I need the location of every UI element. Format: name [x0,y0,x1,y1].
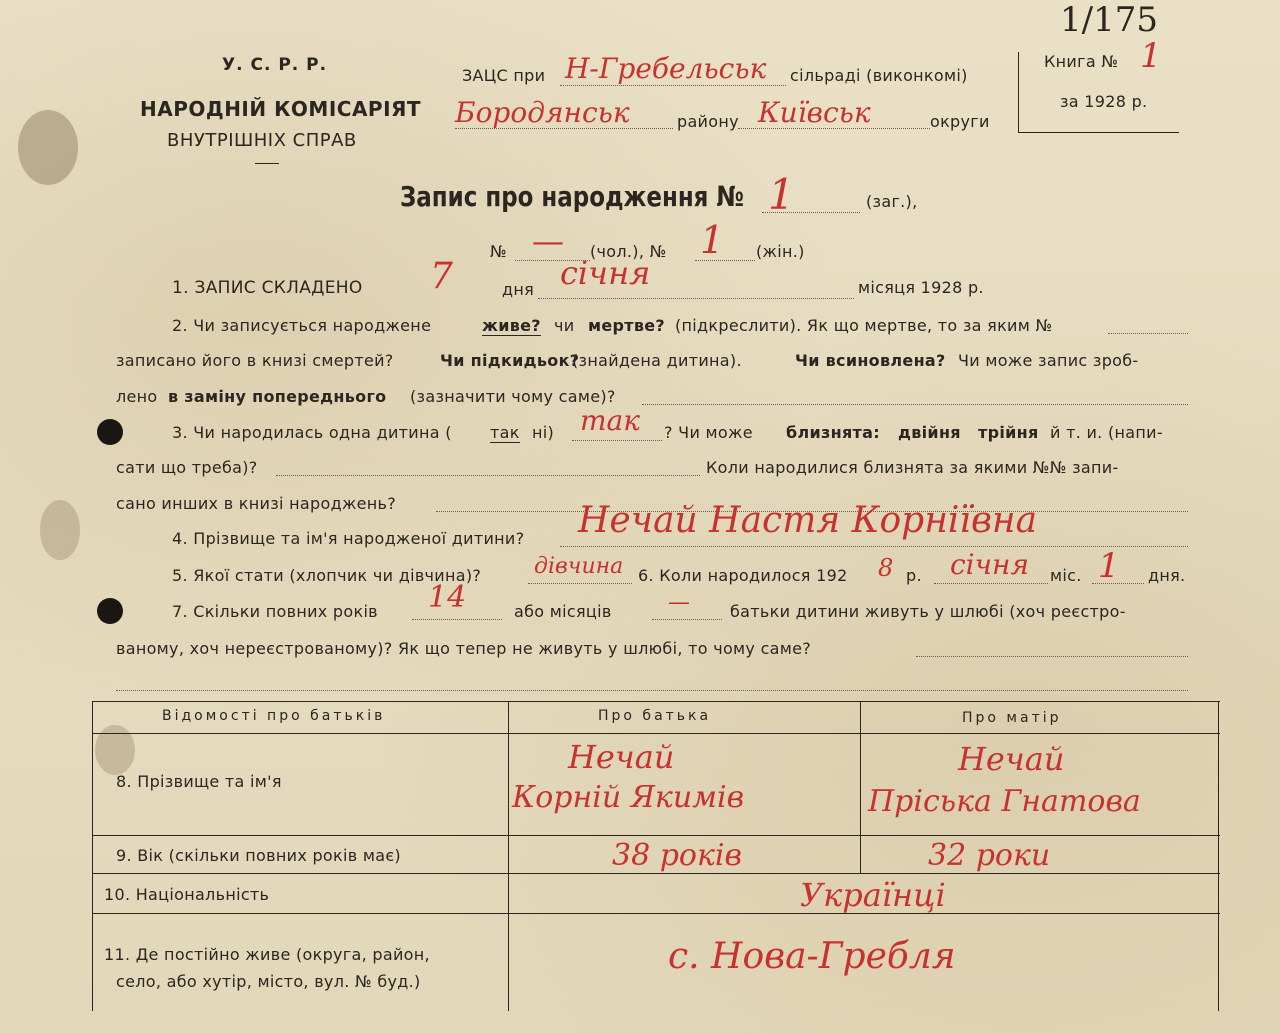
item2-replace: в заміну попереднього [168,387,387,406]
item6-month-line [934,583,1048,584]
item4-label: 4. Прізвище та ім'я народженої дитини? [172,529,525,548]
paper-stain [18,110,78,185]
row9-label: 9. Вік (скільки повних років має) [116,846,401,865]
item7-line1c: батьки дитини живуть у шлюбі (хоч реєстро- [730,602,1126,621]
item2-alive: живе? [482,316,541,335]
book-number: 1 [1140,36,1162,76]
row8-label: 8. Прізвище та ім'я [116,772,282,791]
village-line [560,85,786,86]
table-header-father: Про батька [598,708,712,724]
row11-address: с. Нова-Гребля [668,936,956,977]
female-number: 1 [700,218,725,262]
item6-year: 8 [878,554,894,582]
page-title: Запис про народження № [400,180,745,213]
female-label: (жін.) [756,242,805,261]
item6-mis: міс. [1050,566,1082,585]
table-col-divider [860,701,861,873]
item6-label: 6. Коли народилося 192 [638,566,848,585]
item7-line2-dots [916,656,1188,657]
item2-dead: мертве? [588,316,666,335]
record-number: 1 [768,170,795,219]
commissariat-label: НАРОДНІЙ КОМІСАРІЯТ [140,97,422,121]
item3-double: двійня [898,423,961,442]
item2-line3a: лено [116,387,158,406]
item2-line2c: Чи може запис зроб- [958,351,1139,370]
table-header-border [92,733,1220,734]
record-suffix: (заг.), [866,192,918,211]
book-label: Книга № [1044,52,1119,71]
header-dash [255,163,279,164]
item7-line2: ваному, хоч нереєстрованому)? Як що тепер не живуть у шлюбі, то чому саме? [116,639,812,658]
item7-line1b: або місяців [514,602,612,621]
paper-stain [40,500,80,560]
district-name: Бородянськ [455,96,630,129]
item6-dnya: дня. [1148,566,1186,585]
male-no-label: № [490,242,507,261]
row8-father-surname: Нечай [568,738,675,776]
item1-label: 1. ЗАПИС СКЛАДЕНО [172,278,363,298]
item2-line3b: (зазначити чому саме)? [410,387,616,406]
item2-line2b: (знайдена дитина). [572,351,742,370]
internal-affairs-label: ВНУТРІШНІХ СПРАВ [167,130,357,151]
item2-line1a: 2. Чи записується народжене [172,316,432,335]
row8-father-name: Корній Якимів [512,780,745,815]
ussr-label: У. С. Р. Р. [222,55,328,75]
item1-end: місяця 1928 р. [858,278,984,297]
punch-hole-top [97,419,123,445]
item5-label: 5. Якої стати (хлопчик чи дівчина)? [172,566,482,585]
table-right-border [1218,701,1219,1011]
item7-line1a: 7. Скільки повних років [172,602,378,621]
okrug-label: округи [930,112,990,131]
record-number-line [762,212,860,213]
row9-mother-age: 32 роки [928,838,1051,873]
okrug-name: Київськ [758,96,871,129]
item5-answer-line [528,583,632,584]
item2-adopted: Чи всиновлена? [795,351,946,370]
item2-line3-dots [642,404,1188,405]
female-number-line [695,260,755,261]
item3-line2-dots [276,475,700,476]
item1-month: січня [560,254,651,292]
item6-month: січня [950,548,1030,581]
item3-line3: сано инших в книзі народжень? [116,494,397,513]
table-left-border [92,701,93,1011]
item2-line1b: чи [554,316,575,335]
item3-line2a: сати що треба)? [116,458,258,477]
item3-line1b: ? Чи може [664,423,753,442]
row8-mother-surname: Нечай [958,740,1065,778]
item4-answer: Нечай Настя Корніївна [578,500,1038,541]
item3-line1a: 3. Чи народилась одна дитина ( [172,423,452,442]
item7-months: — [668,590,690,615]
item2-line2a: записано його в книзі смертей? [116,351,394,370]
table-row-border [92,873,1220,874]
item7-line3-dots [116,690,1188,691]
item3-line1c: й т. и. (напи- [1050,423,1163,442]
item3-twins: близнята: [786,423,880,442]
item3-ni: ні) [532,423,555,442]
item2-foundling: Чи підкидьок? [440,351,580,370]
row9-father-age: 38 років [612,838,742,873]
row11-label-line2: село, або хутір, місто, вул. № буд.) [116,972,421,991]
table-row-border [92,913,1220,914]
row8-mother-name: Пріська Гнатова [868,784,1141,819]
archive-number: 1/175 [1060,0,1158,40]
item3-triple: трійня [978,423,1039,442]
item6-r: р. [906,566,922,585]
item2-line1-dots [1108,333,1188,334]
item6-day: 1 [1098,546,1120,586]
zags-label: ЗАЦС при [462,66,546,85]
book-year: за 1928 р. [1060,92,1148,111]
item1-month-line [538,298,854,299]
item1-dnya: дня [502,280,535,299]
punch-hole-bottom [97,598,123,624]
item5-answer: дівчина [534,554,624,579]
table-header-parents: Відомості про батьків [162,708,386,724]
item3-line2b: Коли народилися близнята за якими №№ запи- [706,458,1119,477]
item3-answer: так [580,404,640,437]
item4-answer-line [560,546,1188,547]
table-top-border [92,701,1220,702]
table-header-mother: Про матір [962,710,1062,726]
item2-line1c: (підкреслити). Як що мертве, то за яким № [675,316,1053,335]
item7-years-line [412,619,502,620]
row10-label: 10. Національність [104,885,270,904]
raion-label: району [677,112,739,131]
village-name: Н-Гребельськ [565,52,767,85]
item7-years: 14 [428,580,467,615]
item3-answer-line [572,440,662,441]
male-number: — [532,222,564,260]
row11-label-line1: 11. Де постійно живе (округа, район, [104,945,430,964]
table-col-divider [508,701,509,1011]
table-row-border [92,835,1220,836]
row10-nationality: Українці [800,876,946,914]
item3-tak: так [490,423,520,442]
male-label: (чол.), № [590,242,667,261]
item1-day: 7 [430,256,453,297]
silrada-label: сільраді (виконкомі) [790,66,968,85]
item7-months-line [652,619,722,620]
